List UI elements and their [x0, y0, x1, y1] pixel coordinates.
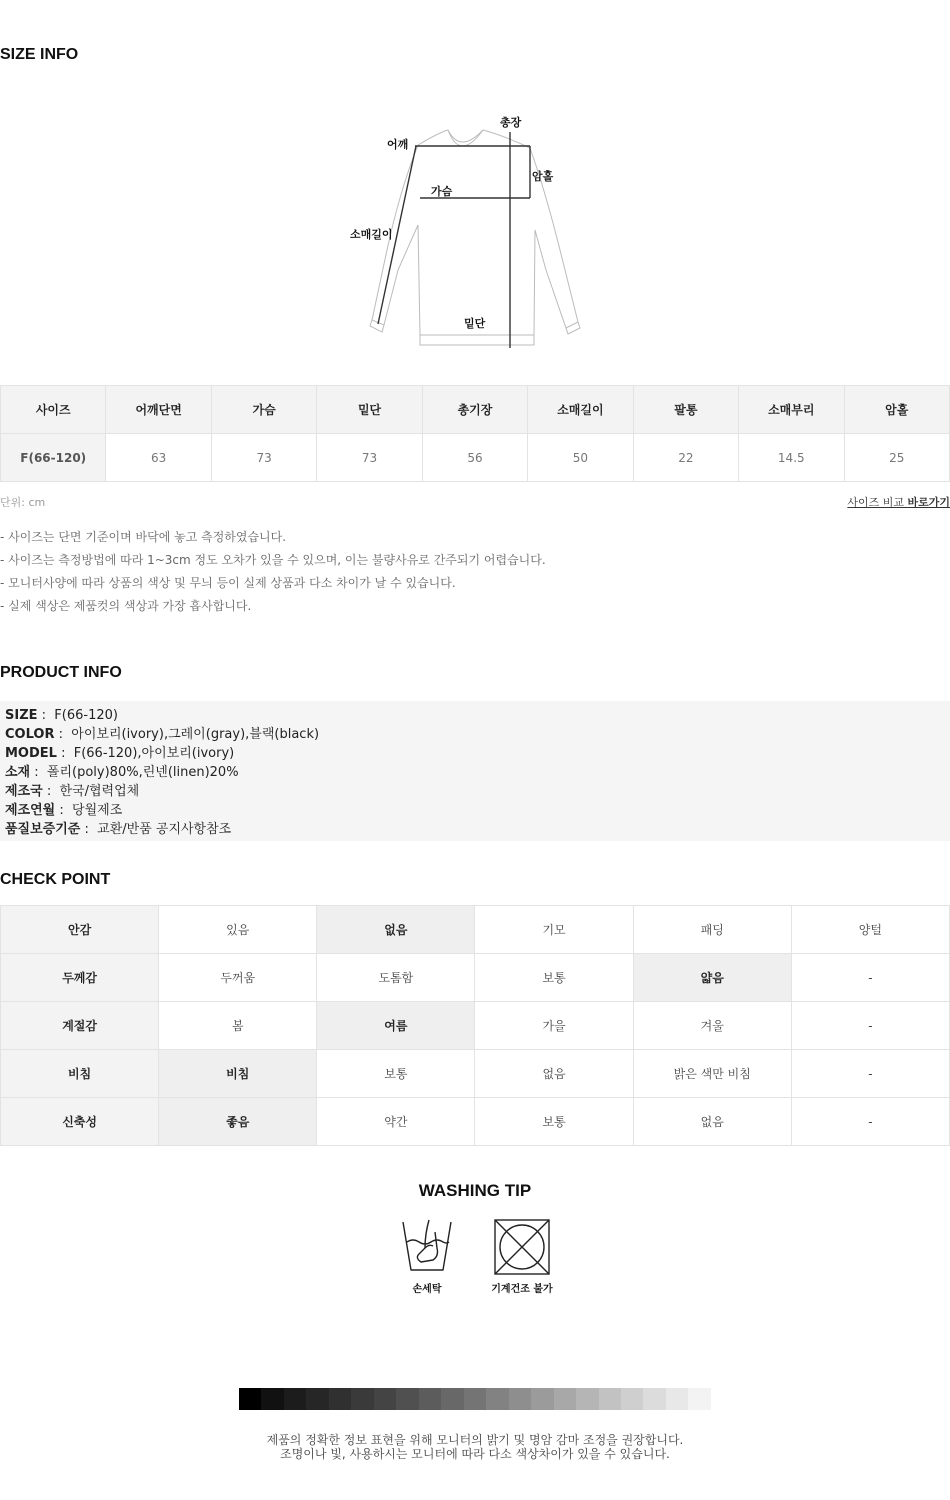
label-total-length: 총장: [500, 116, 522, 129]
grayscale-swatch: [396, 1388, 418, 1410]
product-info-row: COLOR : 아이보리(ivory),그레이(gray),블랙(black): [5, 727, 320, 742]
grayscale-swatch: [486, 1388, 508, 1410]
grayscale-swatch: [419, 1388, 441, 1410]
monitor-note: [0, 1433, 950, 1461]
hand-wash-icon: [399, 1218, 455, 1276]
size-cell: F(66-120): [1, 434, 106, 482]
monitor-note-line: 제품의 정확한 정보 표현을 위해 모니터의 밝기 및 명암 감마 조정을 권장합니다.: [266, 1433, 684, 1447]
header-cell: 소매부리: [739, 386, 844, 434]
table-row: [1, 434, 950, 482]
product-info-value: F(66-120),아이보리(ivory): [73, 746, 235, 761]
check-label: 신축성: [1, 1098, 159, 1146]
check-label: 안감: [1, 906, 159, 954]
product-info-box: [0, 701, 950, 841]
value-cell: 73: [317, 434, 422, 482]
grayscale-swatch: [239, 1388, 261, 1410]
header-cell: 밑단: [317, 386, 422, 434]
product-info-title: PRODUCT INFO: [0, 664, 122, 681]
check-option: 가을: [475, 1002, 633, 1050]
size-compare-prefix: 사이즈 비교: [847, 496, 904, 509]
check-option: 보통: [475, 1098, 633, 1146]
label-armhole: 암홀: [532, 170, 554, 183]
table-row: [1, 1002, 950, 1050]
check-label: 두께감: [1, 954, 159, 1002]
header-cell: 사이즈: [1, 386, 106, 434]
grayscale-swatch: [306, 1388, 328, 1410]
label-shoulder: 어깨: [387, 138, 409, 151]
check-option-selected: 비침: [159, 1050, 317, 1098]
wash-item-hand-wash: [395, 1218, 459, 1295]
check-option: 있음: [159, 906, 317, 954]
note-line: - 모니터사양에 따라 상품의 색상 및 무늬 등이 실제 상품과 다소 차이가 날 수 있습니다.: [0, 576, 456, 590]
check-option: -: [791, 1098, 949, 1146]
product-info-key: SIZE: [5, 708, 38, 723]
check-label: 비침: [1, 1050, 159, 1098]
check-option: -: [791, 1002, 949, 1050]
grayscale-swatch: [441, 1388, 463, 1410]
grayscale-swatch: [688, 1388, 710, 1410]
product-info-value: 당월제조: [72, 803, 123, 818]
wash-label: 손세탁: [412, 1284, 442, 1295]
check-option-selected: 여름: [317, 1002, 475, 1050]
grayscale-swatch: [666, 1388, 688, 1410]
check-option: 보통: [317, 1050, 475, 1098]
check-option: 양털: [791, 906, 949, 954]
header-cell: 팔통: [633, 386, 738, 434]
product-info-key: 제조연월: [5, 803, 56, 818]
note-line: - 사이즈는 단면 기준이며 바닥에 놓고 측정하였습니다.: [0, 530, 287, 544]
check-option: 없음: [633, 1098, 791, 1146]
washing-tip-title: WASHING TIP: [418, 1181, 532, 1200]
grayscale-swatch: [576, 1388, 598, 1410]
header-cell: 가슴: [211, 386, 316, 434]
check-option: 밝은 색만 비침: [633, 1050, 791, 1098]
note-line: - 실제 색상은 제품컷의 색상과 가장 흡사합니다.: [0, 599, 252, 613]
product-info-row: 제조국 : 한국/협력업체: [5, 784, 140, 799]
product-info-key: 제조국: [5, 784, 43, 799]
value-cell: 22: [633, 434, 738, 482]
header-cell: 암홀: [844, 386, 950, 434]
size-compare-link-text: 바로가기: [907, 496, 950, 509]
product-info-key: 품질보증기준: [5, 822, 81, 837]
check-option: -: [791, 1050, 949, 1098]
label-sleeve-length: 소매길이: [350, 228, 393, 241]
check-option: 기모: [475, 906, 633, 954]
check-option-selected: 없음: [317, 906, 475, 954]
size-compare-link[interactable]: [847, 494, 950, 510]
size-info-title: SIZE INFO: [0, 46, 79, 63]
product-info-row: 품질보증기준 : 교환/반품 공지사항참조: [5, 822, 232, 837]
garment-size-diagram: [340, 110, 590, 355]
check-option: 겨울: [633, 1002, 791, 1050]
product-info-value: 폴리(poly)80%,린넨(linen)20%: [46, 765, 239, 780]
product-info-row: MODEL : F(66-120),아이보리(ivory): [5, 746, 235, 761]
unit-note: 단위: cm: [0, 496, 46, 509]
product-info-key: MODEL: [5, 746, 57, 761]
product-info-value: 교환/반품 공지사항참조: [97, 822, 232, 837]
grayscale-swatch: [643, 1388, 665, 1410]
grayscale-calibration-strip: [239, 1388, 711, 1410]
product-info-value: 한국/협력업체: [59, 784, 140, 799]
value-cell: 56: [422, 434, 527, 482]
grayscale-swatch: [621, 1388, 643, 1410]
grayscale-swatch: [599, 1388, 621, 1410]
value-cell: 63: [106, 434, 211, 482]
value-cell: 50: [528, 434, 633, 482]
header-cell: 총기장: [422, 386, 527, 434]
product-info-key: 소재: [5, 765, 31, 780]
grayscale-swatch: [329, 1388, 351, 1410]
label-hem: 밑단: [464, 317, 486, 330]
grayscale-swatch: [284, 1388, 306, 1410]
check-option: -: [791, 954, 949, 1002]
grayscale-swatch: [351, 1388, 373, 1410]
check-option: 없음: [475, 1050, 633, 1098]
value-cell: 14.5: [739, 434, 844, 482]
product-info-row: SIZE : F(66-120): [5, 708, 118, 723]
product-info-key: COLOR: [5, 727, 55, 742]
grayscale-swatch: [464, 1388, 486, 1410]
check-option-selected: 좋음: [159, 1098, 317, 1146]
table-row: [1, 954, 950, 1002]
check-option: 약간: [317, 1098, 475, 1146]
product-info-value: 아이보리(ivory),그레이(gray),블랙(black): [71, 727, 320, 742]
monitor-note-line: 조명이나 빛, 사용하시는 모니터에 따라 다소 색상차이가 있을 수 있습니다.: [280, 1447, 670, 1461]
wash-label: 기계건조 불가: [491, 1284, 553, 1295]
grayscale-swatch: [531, 1388, 553, 1410]
grayscale-swatch: [374, 1388, 396, 1410]
table-row: [1, 1050, 950, 1098]
grayscale-swatch: [554, 1388, 576, 1410]
no-tumble-dry-icon: [493, 1218, 551, 1276]
header-cell: 어깨단면: [106, 386, 211, 434]
product-info-row: 소재 : 폴리(poly)80%,린넨(linen)20%: [5, 765, 239, 780]
label-chest: 가슴: [431, 185, 453, 198]
check-option: 보통: [475, 954, 633, 1002]
check-point-table: [0, 905, 950, 1146]
grayscale-swatch: [509, 1388, 531, 1410]
product-info-row: 제조연월 : 당월제조: [5, 803, 123, 818]
check-option: 봄: [159, 1002, 317, 1050]
grayscale-swatch: [261, 1388, 283, 1410]
value-cell: 73: [211, 434, 316, 482]
value-cell: 25: [844, 434, 950, 482]
note-line: - 사이즈는 측정방법에 따라 1~3cm 정도 오차가 있을 수 있으며, 이는 불량사유로 간주되기 어렵습니다.: [0, 553, 546, 567]
check-option: 도톰함: [317, 954, 475, 1002]
wash-item-no-tumble-dry: [485, 1218, 559, 1295]
check-point-title: CHECK POINT: [0, 871, 111, 888]
table-row: [1, 1098, 950, 1146]
check-option-selected: 얇음: [633, 954, 791, 1002]
header-cell: 소매길이: [528, 386, 633, 434]
table-row: [1, 906, 950, 954]
check-option: 두꺼움: [159, 954, 317, 1002]
check-option: 패딩: [633, 906, 791, 954]
product-info-value: F(66-120): [54, 708, 118, 723]
check-label: 계절감: [1, 1002, 159, 1050]
size-notes: [0, 526, 546, 618]
size-table: [0, 385, 950, 482]
size-table-header-row: [1, 386, 950, 434]
